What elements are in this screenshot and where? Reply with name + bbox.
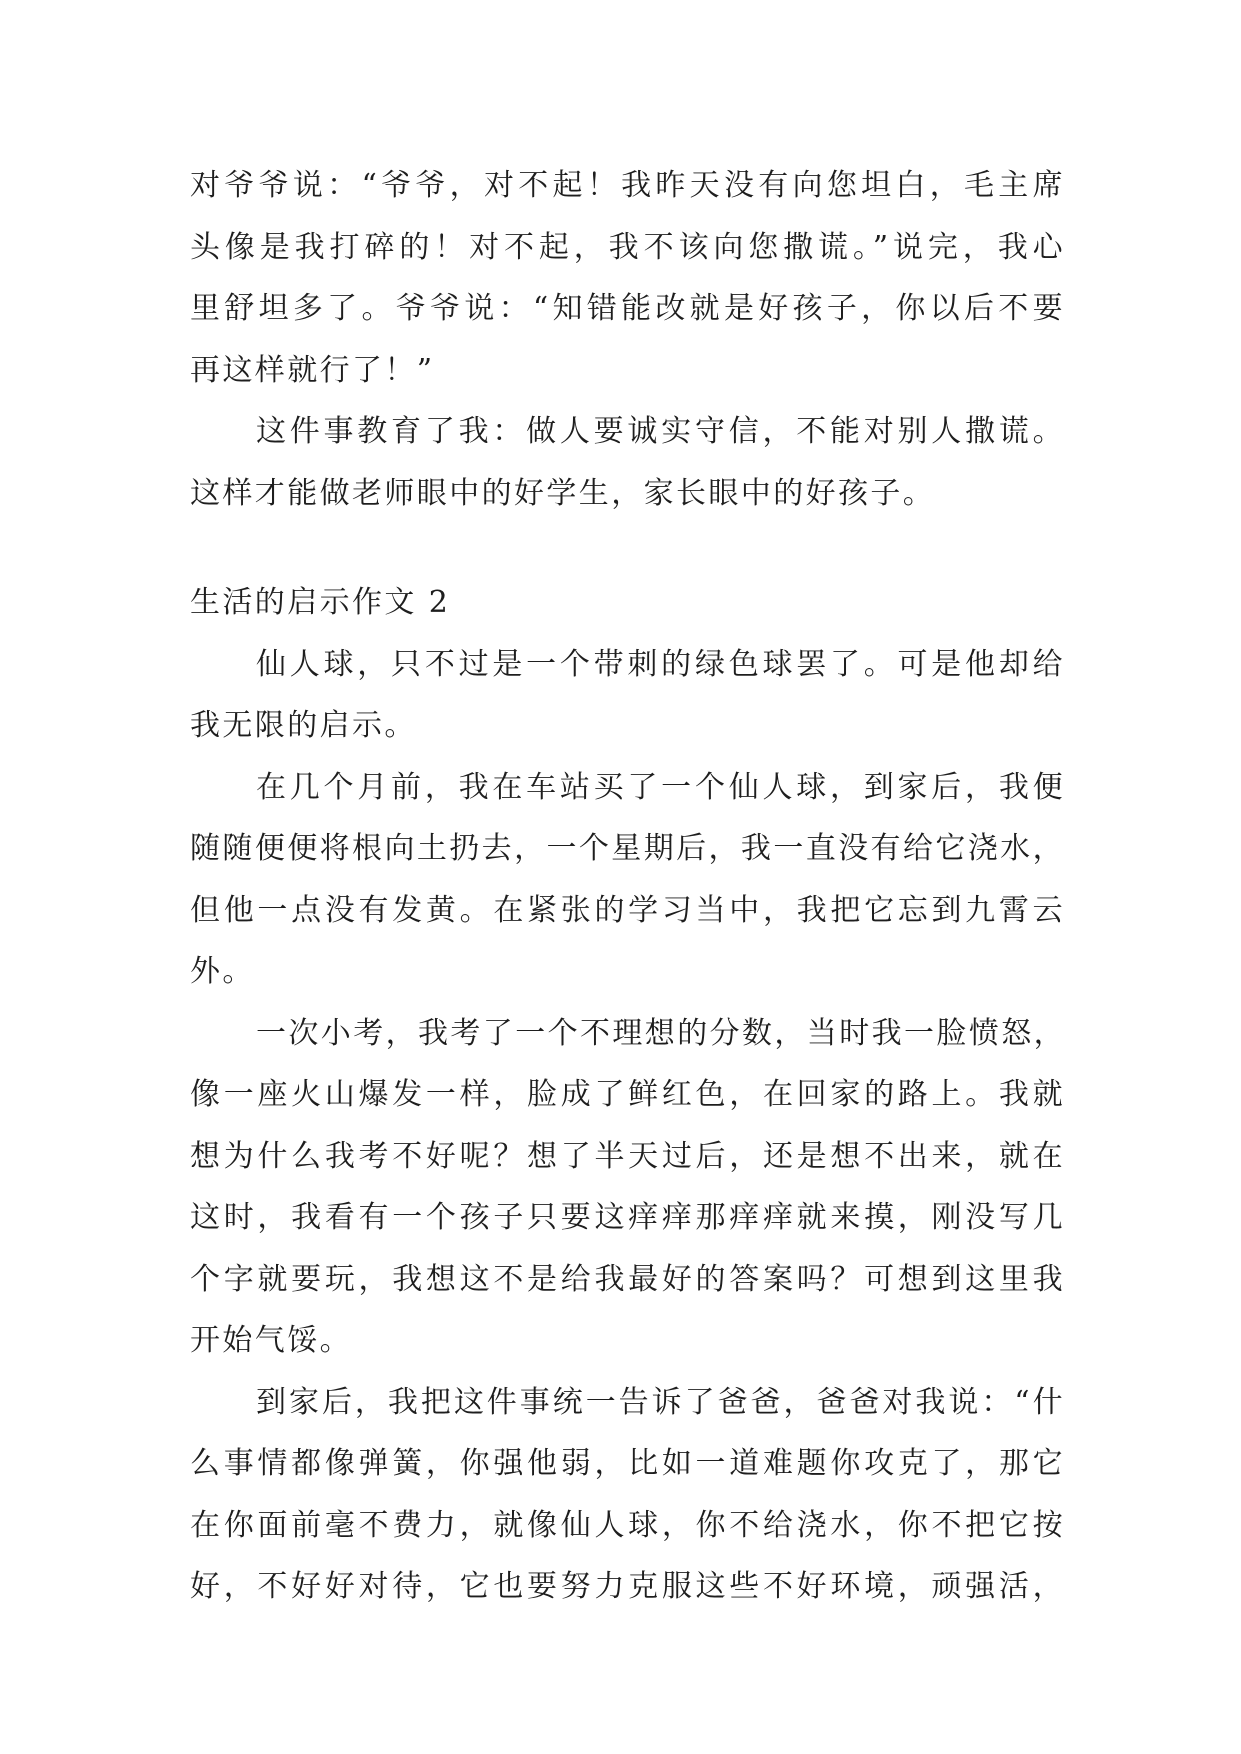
text-line: 到家后，我把这件事统一告诉了爸爸，爸爸对我说：“什 [256,1384,1065,1420]
text-line: 好，不好好对待，它也要努力克服这些不好环境，顽强活， [190,1569,1065,1604]
section-title: 生活的启示作文 2 [190,585,451,620]
text-line: 对爷爷说：“爷爷，对不起！我昨天没有向您坦白，毛主席 [190,168,1065,203]
paragraph [190,634,1065,757]
paragraph [190,757,1065,1003]
text-line: 我无限的启示。 [190,708,417,743]
section-spacer [190,524,1065,572]
section-2 [190,572,1065,1618]
section-1 [190,155,1065,524]
text-line: 开始气馁。 [190,1323,352,1358]
text-line: 么事情都像弹簧，你强他弱，比如一道难题你攻克了，那它 [190,1446,1065,1481]
text-line: 里舒坦多了。爷爷说：“知错能改就是好孩子，你以后不要 [190,291,1065,326]
text-line: 在你面前毫不费力，就像仙人球，你不给浇水，你不把它按 [190,1507,1065,1543]
paragraph [190,401,1065,524]
text-line: 这时，我看有一个孩子只要这痒痒那痒痒就来摸，刚没写几 [190,1200,1065,1235]
paragraph [190,1003,1065,1372]
text-line: 仙人球，只不过是一个带刺的绿色球罢了。可是他却给 [256,646,1065,682]
text-line: 像一座火山爆发一样，脸成了鲜红色，在回家的路上。我就 [190,1077,1065,1112]
text-line: 个字就要玩，我想这不是给我最好的答案吗？可想到这里我 [190,1261,1065,1297]
text-line: 这件事教育了我：做人要诚实守信，不能对别人撒谎。 [256,414,1065,449]
text-line: 头像是我打碎的！对不起，我不该向您撒谎。”说完，我心 [190,229,1065,265]
document-page [190,155,1065,1618]
paragraph [190,155,1065,401]
text-line: 这样才能做老师眼中的好学生，家长眼中的好孩子。 [190,475,936,511]
text-line: 在几个月前，我在车站买了一个仙人球，到家后，我便 [256,769,1065,805]
text-line: 但他一点没有发黄。在紧张的学习当中，我把它忘到九霄云 [190,892,1065,928]
paragraph [190,1372,1065,1618]
text-line: 外。 [190,954,255,989]
text-line: 一次小考，我考了一个不理想的分数，当时我一脸愤怒， [256,1015,1066,1051]
text-line: 再这样就行了！” [190,352,435,388]
text-line: 想为什么我考不好呢？想了半天过后，还是想不出来，就在 [190,1138,1065,1174]
text-line: 随随便便将根向土扔去，一个星期后，我一直没有给它浇水， [190,831,1065,866]
